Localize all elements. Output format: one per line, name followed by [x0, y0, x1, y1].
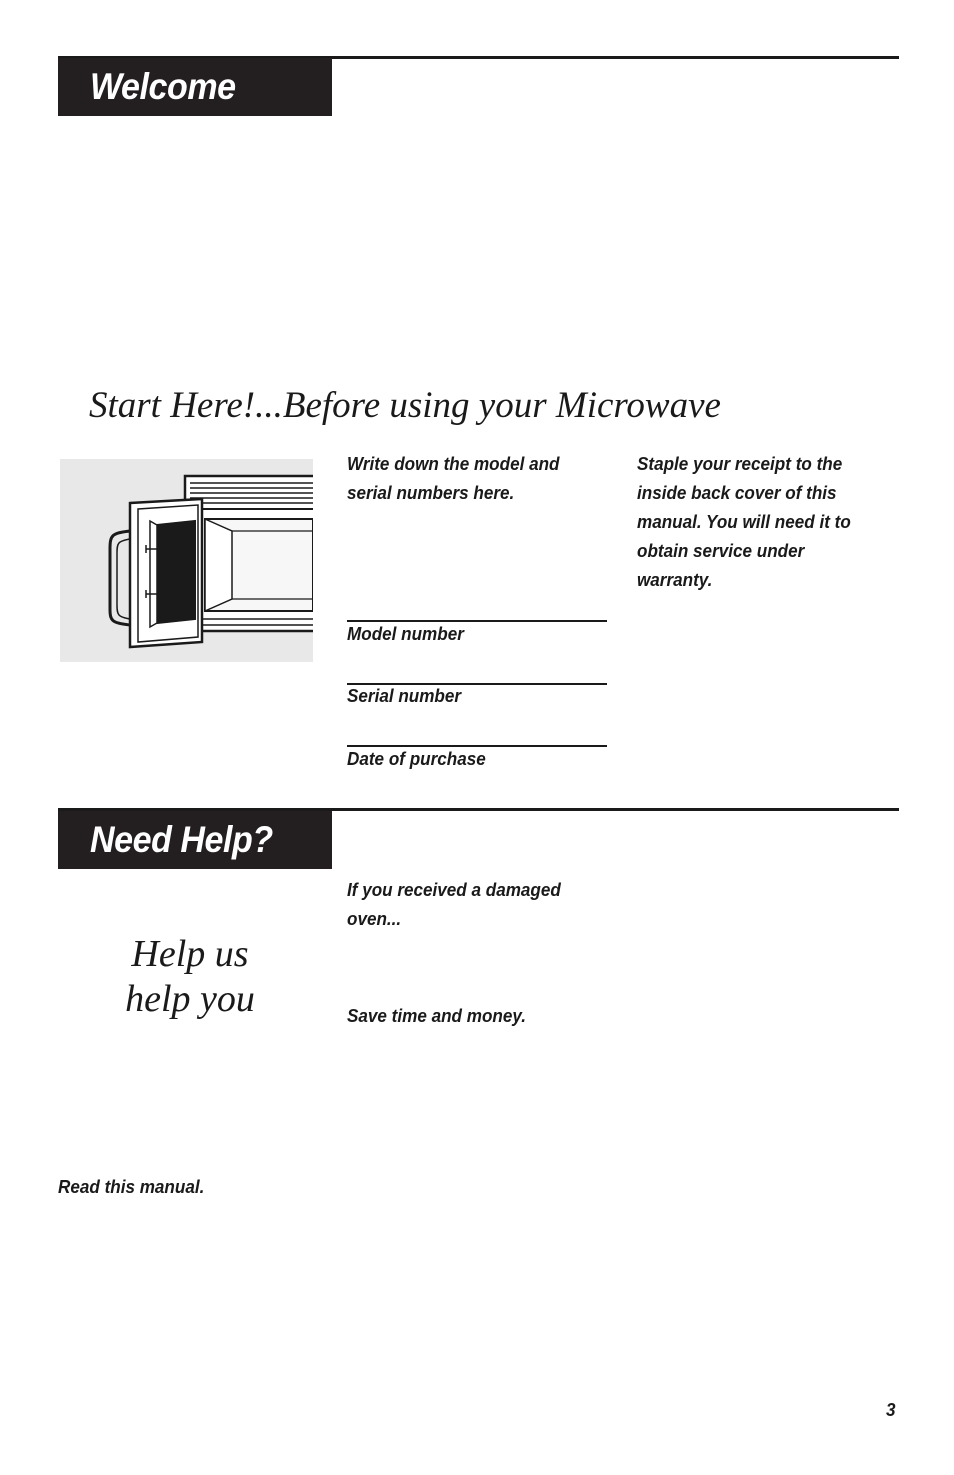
open-microwave-icon [60, 459, 313, 662]
page-number: 3 [886, 1400, 896, 1420]
need-help-header-text: Need Help? [90, 819, 273, 860]
welcome-header [58, 58, 332, 116]
need-help-header [58, 811, 332, 869]
microwave-illustration [60, 459, 313, 662]
model-number-label: Model number [347, 624, 464, 644]
record-instructions: Write down the model and serial numbers here. [347, 454, 560, 503]
staple-receipt-note: Staple your receipt to the inside back cover of this manual. You will need it to obtain service under warranty. [637, 454, 851, 590]
save-time-text: Save time and money. [347, 1006, 526, 1026]
date-of-purchase-label: Date of purchase [347, 749, 486, 769]
damaged-oven-text: If you received a damaged oven... [347, 880, 561, 929]
help-us-title: Help us help you [125, 933, 255, 1020]
welcome-header-text: Welcome [90, 66, 236, 107]
read-manual-text: Read this manual. [58, 1177, 205, 1197]
page-title: Start Here!...Before using your Microwave [89, 385, 721, 426]
serial-number-label: Serial number [347, 686, 462, 706]
